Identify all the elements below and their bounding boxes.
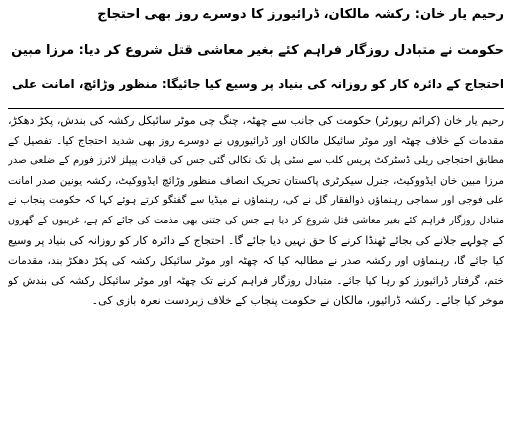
headline-sub-2: احتجاج کے دائرہ کار کو روزانہ کی بنیاد پر وسیع کیا جائیگا: منظور وڑائچ، امانت علی bbox=[11, 77, 504, 91]
article-line: متبادل روزگار فراہم کئے بغیر معاشی قتل شروع کر دیا ہے جس کی جتنی بھی مذمت کی جائے کم ہے، غریبوں کے گھروں bbox=[8, 215, 504, 226]
headline-sub-1: حکومت نے متبادل روزگار فراہم کئے بغیر معاشی قتل شروع کر دیا: مرزا مبین bbox=[11, 43, 504, 58]
headline-main: رحیم یار خان: رکشہ مالکان، ڈرائیورز کا دوسرے روز بھی احتجاج bbox=[97, 7, 504, 22]
article-line-last: موخر کیا جائے۔ رکشہ ڈرائیور، مالکان نے حکومت پنجاب کے خلاف زبردست نعرہ بازی کی۔ bbox=[91, 294, 504, 307]
article-line: کیا جائے گا، رہنماؤں اور رکشہ صدر نے مطالبہ کیا کہ چھٹہ اور موٹر سائیکل رکشہ کی پکڑ دھکڑ بند، مقدمات bbox=[8, 255, 504, 267]
article-line: ختم، گرفتار ڈرائیورز کو رہا کیا جائے۔ متبادل روزگار فراہم کرنے تک چھٹہ اور موٹر سائیکل رکشہ کی بندش کو bbox=[8, 275, 504, 287]
article-line: مطابق احتجاجی ریلی ڈسٹرکٹ پریس کلب سے سٹی پل تک نکالی گئی جس کی قیادت پیپلز لائرز فورم کے ضلعی صدر bbox=[8, 155, 504, 166]
headline-divider bbox=[8, 108, 504, 109]
headline-block bbox=[8, 6, 504, 96]
article-line: مرزا مبین خان ایڈووکیٹ، جنرل سیکرٹری پاکستان تحریک انصاف منظور وڑائچ ایڈووکیٹ، رکشہ یونین صدر امانت bbox=[8, 175, 504, 187]
article-body bbox=[8, 111, 504, 311]
article-line: کے چولہے جلانے کی بجائے ٹھنڈا کرنے کا حق نہیں دیا جائے گا۔ احتجاج کے دائرہ کار کو روزانہ کی بنیاد پر وسیع bbox=[8, 234, 504, 247]
article-line: رحیم یار خان (کرائم رپورٹر) حکومت کی جانب سے چھٹہ، چنگ چی موٹر سائیکل رکشہ کی بندش، پکڑ دھکڑ، bbox=[8, 114, 504, 127]
article-line: علی فوجی اور سماجی رہنماؤں ذوالفقار گل نے کی، رہنماؤں نے میڈیا سے گفتگو کرتے ہوئے کہا کہ حکومت پنجاب نے bbox=[8, 195, 504, 206]
article-line: مقدمات کے خلاف چھٹہ اور موٹر سائیکل مالکان اور ڈرائیوروں نے دوسرے روز بھی شدید احتجاج کیا۔ تفصیل کے bbox=[8, 135, 504, 147]
